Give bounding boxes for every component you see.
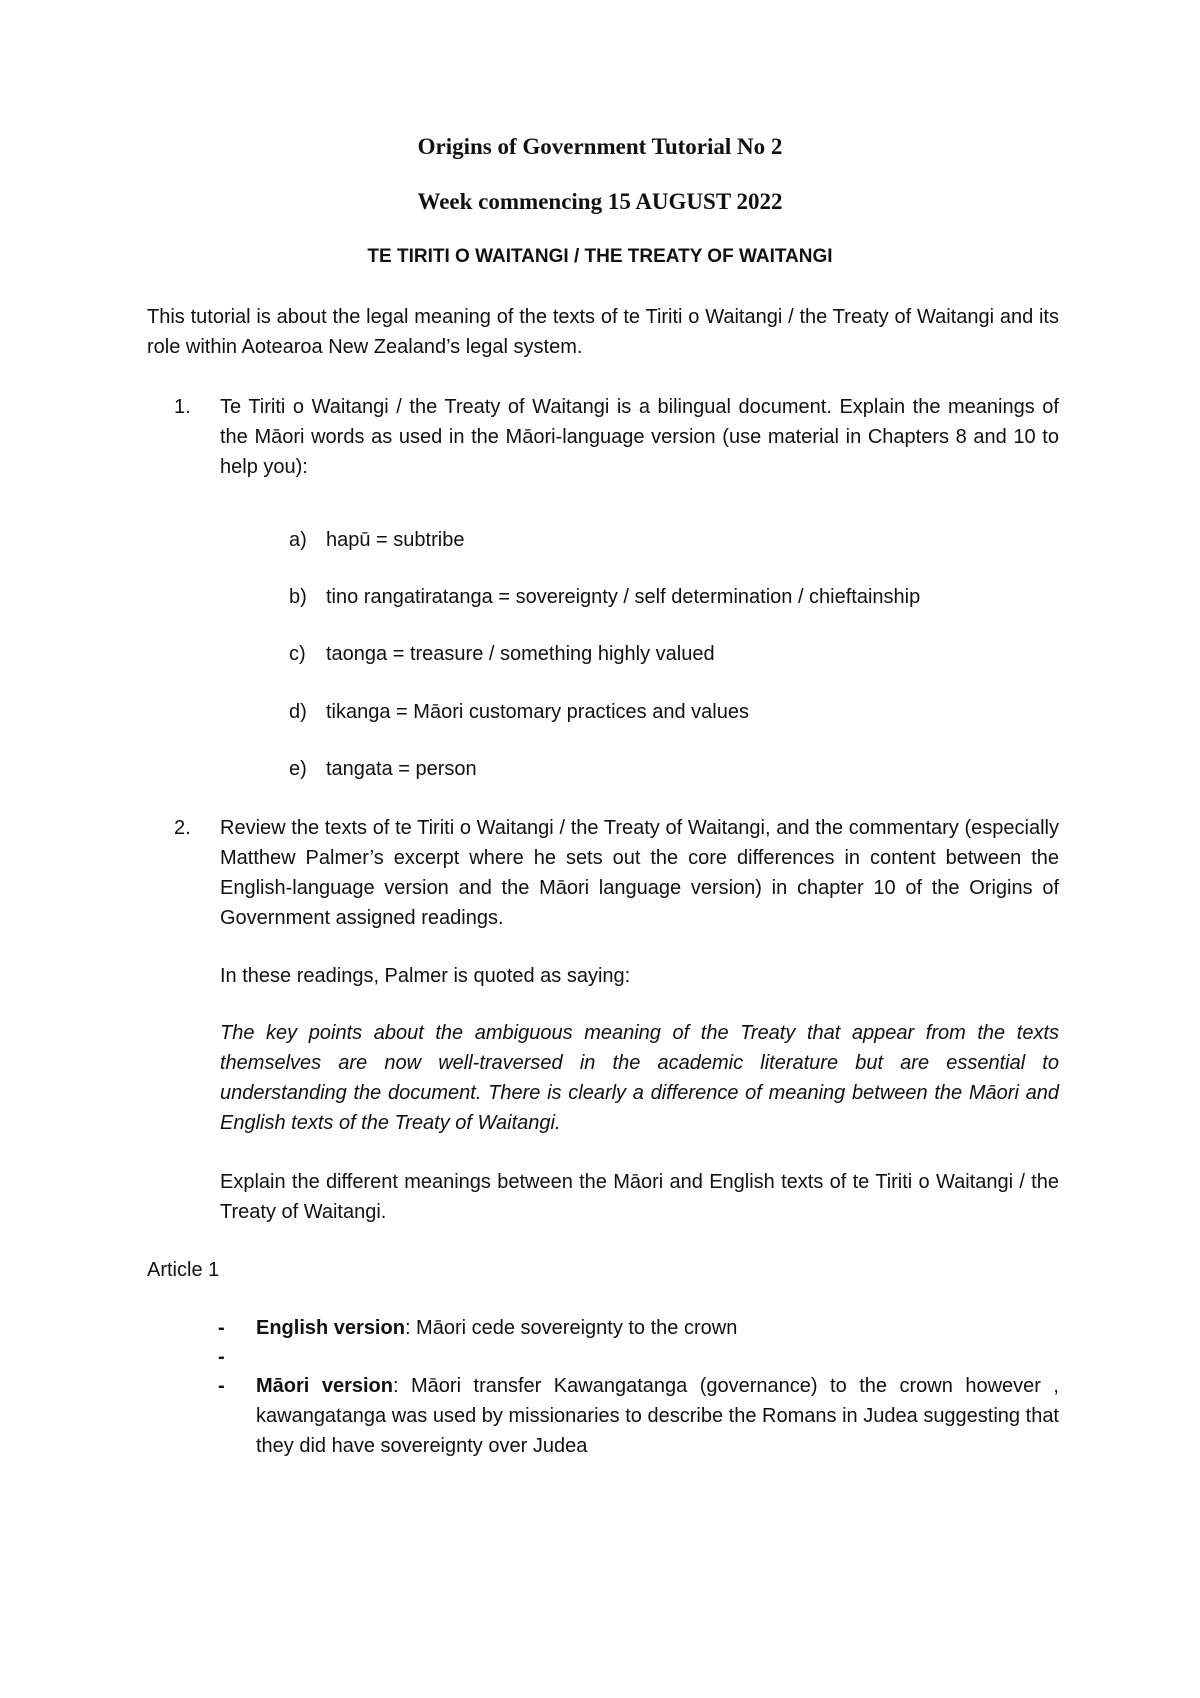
article-1-heading: Article 1 [147, 1259, 220, 1281]
question-1-number: 1. [174, 396, 191, 418]
bullet-body: : Māori cede sovereignty to the crown [404, 1317, 738, 1339]
bullet-dash: - [218, 1346, 225, 1368]
bullet-text [256, 1371, 1059, 1461]
bullet-body: : Māori transfer Kawangatanga (governance) to the crown however , kawangatanga was used by missionaries to describe the Romans in Judea suggesting that they did have sovereignty over Judea [256, 1375, 1059, 1457]
question-2-number: 2. [174, 817, 191, 839]
question-2 [174, 813, 1059, 933]
bullet-dash: - [218, 1317, 225, 1339]
term-item [289, 697, 1049, 727]
palmer-quote: The key points about the ambiguous meaning of the Treaty that appear from the texts themselves are now well-traversed in the academic literature but are essential to understanding the document. There is clearly a difference of meaning between the Māori and English texts of the Treaty of Waitangi. [220, 1022, 1059, 1134]
term-label: e) [289, 758, 307, 780]
bullet-item [218, 1313, 1059, 1343]
bullet-text [256, 1313, 1059, 1343]
term-item [289, 582, 1049, 612]
term-text: tikanga = Māori customary practices and values [326, 701, 749, 723]
question-1 [174, 392, 1059, 482]
bullet-dash: - [218, 1375, 225, 1397]
term-item [289, 754, 1049, 784]
term-text: taonga = treasure / something highly valued [326, 643, 715, 665]
question-1-text: Te Tiriti o Waitangi / the Treaty of Waitangi is a bilingual document. Explain the meanings of the Māori words as used in the Māori-language version (use material in Chapters 8 and 10 to help you): [220, 396, 1059, 478]
term-label: c) [289, 643, 306, 665]
bullet-label: English version [256, 1317, 405, 1339]
term-text: tino rangatiratanga = sovereignty / self determination / chieftainship [326, 586, 921, 608]
document-title: Origins of Government Tutorial No 2 [417, 134, 783, 159]
term-label: d) [289, 701, 307, 723]
term-item [289, 525, 1049, 555]
term-label: a) [289, 529, 307, 551]
bullet-item [218, 1371, 1059, 1461]
term-label: b) [289, 586, 307, 608]
bullet-label: Māori version [256, 1375, 393, 1397]
question-2-instruction: Explain the different meanings between the Māori and English texts of te Tiriti o Waitangi / the Treaty of Waitangi. [220, 1171, 1059, 1223]
term-text: hapū = subtribe [326, 529, 465, 551]
quote-intro: In these readings, Palmer is quoted as saying: [220, 965, 631, 987]
term-item [289, 639, 1049, 669]
intro-paragraph: This tutorial is about the legal meaning of the texts of te Tiriti o Waitangi / the Treaty of Waitangi and its role within Aotearoa New Zealand’s legal system. [147, 306, 1059, 358]
question-2-text: Review the texts of te Tiriti o Waitangi / the Treaty of Waitangi, and the commentary (especially Matthew Palmer’s excerpt where he sets out the core differences in content between the English-language version and the Māori language version) in chapter 10 of the Origins of Government assigned readings. [220, 817, 1059, 929]
term-text: tangata = person [326, 758, 477, 780]
section-heading: TE TIRITI O WAITANGI / THE TREATY OF WAITANGI [367, 246, 833, 267]
week-line: Week commencing 15 AUGUST 2022 [417, 189, 783, 214]
